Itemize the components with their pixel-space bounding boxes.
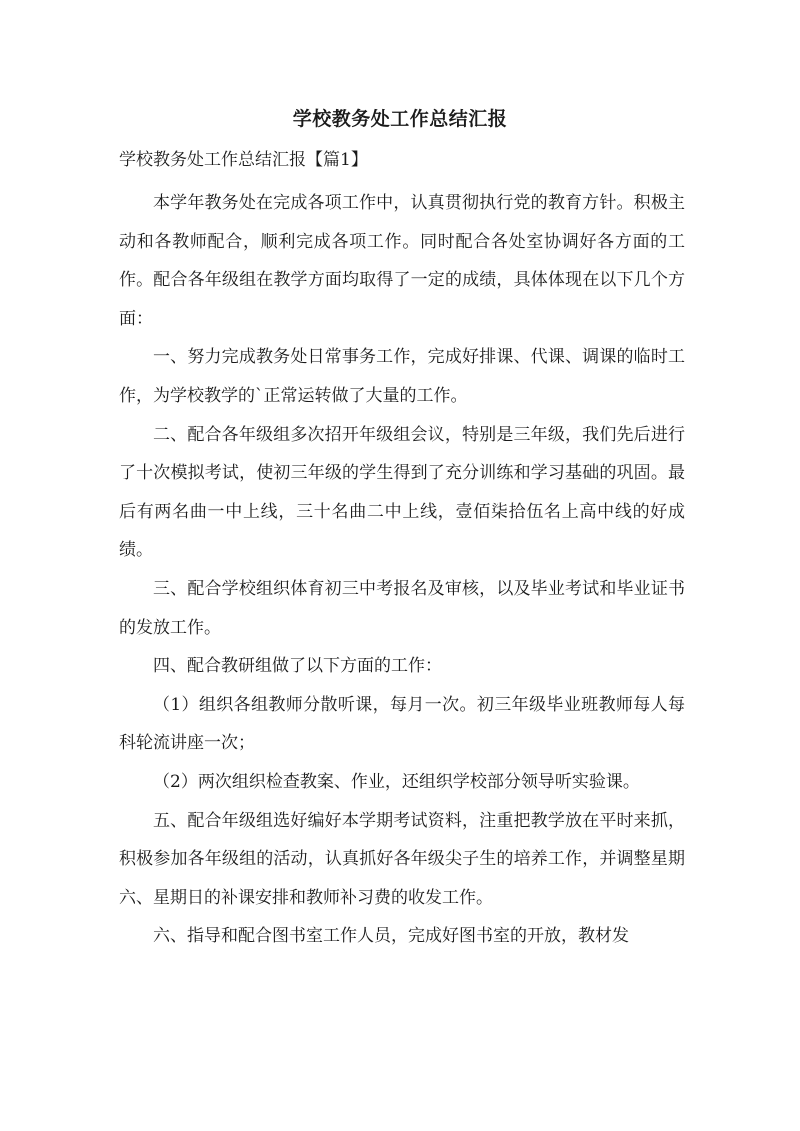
paragraph-item-2: 二、配合各年级组多次招开年级组会议，特别是三年级，我们先后进行了十次模拟考试，使初三年级的学生得到了充分训练和学习基础的巩固。最后有两名曲一中上线，三十名曲二中上线，壹佰柒拾伍名上高中线的好成绩。 (119, 424, 685, 561)
paragraph-item-6: 六、指导和配合图书室工作人员，完成好图书室的开放，教材发 (153, 926, 629, 947)
document-subtitle: 学校教务处工作总结汇报【篇1】 (119, 150, 368, 170)
paragraph-item-1: 一、努力完成教务处日常事务工作，完成好排课、代课、调课的临时工作，为学校教学的`正常运转做了大量的工作。 (119, 347, 685, 406)
paragraph-item-4: 四、配合教研组做了以下方面的工作： (153, 656, 442, 677)
paragraph-subitem-2: （2）两次组织检查教案、作业，还组织学校部分领导听实验课。 (153, 771, 640, 792)
paragraph-subitem-1: （1）组织各组教师分散听课，每月一次。初三年级毕业班教师每人每科轮流讲座一次； (119, 694, 685, 754)
paragraph-item-5: 五、配合年级组选好编好本学期考试资料，注重把教学放在平时来抓，积极参加各年级组的活动，认真抓好各年级尖子生的培养工作，并调整星期六、星期日的补课安排和教师补习费的收发工作。 (119, 810, 685, 908)
document-title: 学校教务处工作总结汇报 (292, 108, 508, 130)
paragraph-intro: 本学年教务处在完成各项工作中，认真贯彻执行党的教育方针。积极主动和各教师配合，顺利完成各项工作。同时配合各处室协调好各方面的工作。配合各年级组在教学方面均取得了一定的成绩，具体体现在以下几个方面： (119, 193, 685, 329)
document-body (119, 184, 685, 956)
paragraph-item-3: 三、配合学校组织体育初三中考报名及审核，以及毕业考试和毕业证书的发放工作。 (119, 578, 685, 638)
